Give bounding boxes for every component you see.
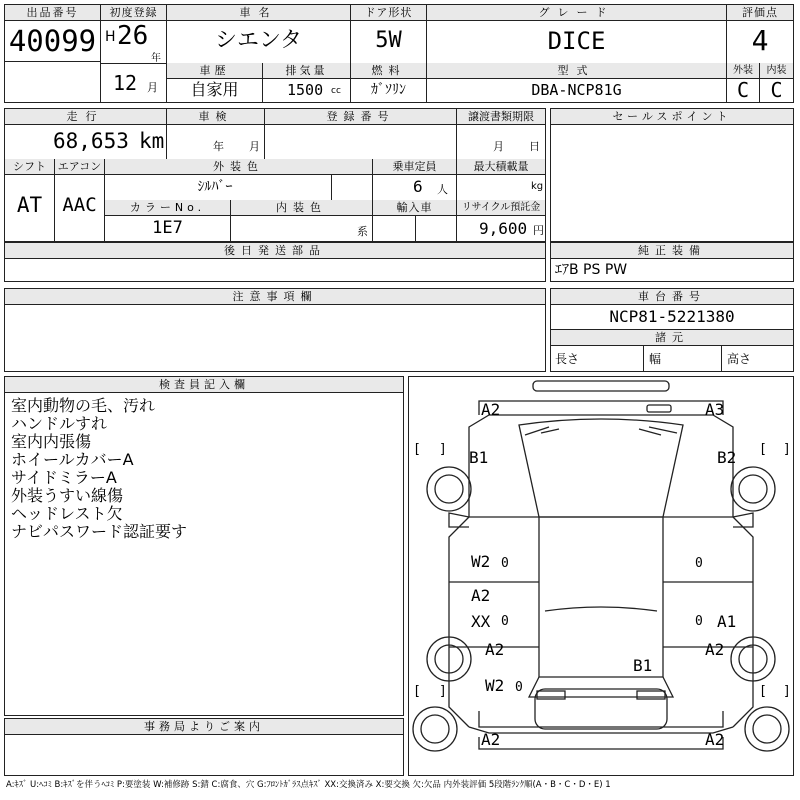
genuine-value: ｴｱB PS PW — [555, 262, 628, 278]
mark-quarter-right: A2 — [705, 640, 725, 659]
max-load-label: 最大積載量 — [457, 159, 545, 175]
mileage-value: 68,653 — [53, 129, 129, 153]
interior-cell — [760, 63, 793, 102]
first-reg-year: 26 — [117, 21, 149, 51]
office-label: 事務局よりご案内 — [5, 719, 403, 735]
inspector-note: ヘッドレスト欠 — [11, 504, 123, 523]
exterior-cell — [727, 63, 760, 102]
capacity-label: 乗車定員 — [373, 159, 456, 175]
genuine-box — [550, 242, 794, 282]
shift-cell — [5, 159, 55, 241]
header-block — [4, 4, 794, 103]
year-unit: 年 — [151, 53, 161, 64]
interior-label: 内装 — [760, 63, 793, 79]
mileage-label: 走行 — [5, 109, 166, 125]
genuine-label: 純正装備 — [551, 243, 793, 259]
recycle-value: 9,600 — [479, 219, 528, 238]
recycle-unit: 円 — [533, 224, 544, 237]
mileage-unit: km — [139, 129, 165, 153]
shift-value: AT — [16, 193, 43, 217]
ac-cell — [55, 159, 105, 241]
later-parts-box — [4, 242, 546, 282]
interior-value: C — [770, 78, 783, 102]
lot-cell — [5, 5, 101, 102]
first-reg-month: 12 — [113, 71, 138, 95]
length-label: 長さ — [555, 352, 580, 366]
inspection-year-unit: 年 — [213, 140, 224, 153]
ext-color-cell — [105, 159, 373, 200]
reg-no-label: 登録番号 — [265, 109, 456, 125]
import-label: 輸入車 — [373, 200, 456, 216]
displacement-unit: cc — [331, 86, 341, 96]
mark-fender-right: B2 — [717, 448, 737, 467]
fuel-value: ｶﾞｿﾘﾝ — [371, 82, 406, 98]
model-value: DBA-NCP81G — [531, 81, 622, 99]
car-name-label: 車名 — [167, 5, 350, 21]
fuel-label: 燃料 — [351, 63, 426, 79]
inspector-note: 外装うすい線傷 — [11, 486, 124, 505]
ac-label: エアコン — [55, 159, 104, 175]
bracket-right-r: ] — [783, 442, 791, 457]
car-name-cell — [167, 5, 351, 63]
bracket-right-br: ] — [783, 684, 791, 699]
notes-label: 注意事項欄 — [5, 289, 545, 305]
inspector-note: ホイールカバーA — [11, 450, 134, 469]
recycle-label: リサイクル預託金 — [457, 200, 545, 216]
capacity-unit: 人 — [437, 183, 448, 196]
mark-fender-left: B1 — [469, 448, 489, 467]
int-color-cell — [231, 200, 373, 241]
grade-label: グレード — [427, 5, 726, 21]
car-name: シエンタ — [214, 28, 303, 53]
bracket-right-b: ] — [439, 684, 447, 699]
inspector-note: 室内動物の毛、汚れ — [11, 396, 156, 415]
mark-door-rr-extra: 0 — [695, 614, 703, 629]
chassis-label: 車台番号 — [551, 289, 793, 305]
vehicle-details-block — [4, 108, 546, 242]
height-label: 高さ — [727, 352, 752, 366]
grade-cell — [427, 5, 727, 63]
inspector-box — [4, 376, 404, 716]
displacement-value: 1500 — [287, 81, 324, 99]
displacement-cell — [263, 63, 351, 102]
history-cell — [167, 63, 263, 102]
door-cell — [351, 5, 427, 63]
bracket-right: ] — [439, 442, 447, 457]
first-reg-cell — [101, 5, 167, 102]
bracket-left-b: [ — [413, 684, 421, 699]
chassis-box — [550, 288, 794, 372]
inspector-note: ナビパスワード認証要す — [11, 522, 188, 541]
import-cell — [373, 200, 457, 241]
mileage-cell — [5, 109, 167, 159]
transfer-label: 譲渡書類期限 — [457, 109, 545, 125]
inspector-note: サイドミラーA — [11, 468, 117, 487]
mark-door-lr-1: A2 — [471, 586, 491, 605]
mark-rear-bumper-right: A2 — [705, 730, 725, 749]
ac-value: AAC — [62, 194, 97, 216]
car-diagram — [408, 376, 794, 776]
fuel-cell — [351, 63, 427, 102]
history-label: 車歴 — [167, 63, 262, 79]
max-load-cell — [457, 159, 545, 200]
score-label: 評価点 — [727, 5, 793, 21]
recycle-cell — [457, 200, 545, 241]
capacity-value: 6 — [413, 177, 423, 196]
displacement-label: 排気量 — [263, 63, 350, 79]
legend: A:ｷｽﾞ U:ﾍｺﾐ B:ｷｽﾞを伴うﾍｺﾐ P:要塗装 W:補修跡 S:錆 C:腐食、穴 G:ﾌﾛﾝﾄｶﾞﾗｽ点ｷｽﾞ XX:交換済み X:要交換 欠:欠品 内外装評価 5段階ﾗﾝｸ順(A・B・C・D・E) 1 — [6, 780, 611, 790]
mark-rear-left-lower: W2 — [485, 676, 505, 695]
model-label: 型式 — [427, 63, 726, 79]
bracket-left-br: [ — [759, 684, 767, 699]
month-unit: 月 — [147, 81, 158, 94]
sales-point-box — [550, 108, 794, 242]
grade-value: DICE — [547, 27, 606, 55]
capacity-cell — [373, 159, 457, 200]
car-diagram-svg — [409, 377, 793, 775]
color-no-value: 1E7 — [152, 218, 183, 238]
mark-door-rr: A1 — [717, 612, 737, 631]
ext-color-label: 外装色 — [105, 159, 372, 175]
bracket-left-r: [ — [759, 442, 767, 457]
mark-rear-left-lower-extra: 0 — [515, 680, 523, 695]
inspector-label: 検査員記入欄 — [5, 377, 403, 393]
mark-door-rf-extra: 0 — [695, 556, 703, 571]
lot-number: 40099 — [8, 24, 97, 58]
office-box — [4, 718, 404, 776]
int-color-label: 内装色 — [231, 200, 372, 216]
transfer-day-unit: 日 — [529, 140, 540, 153]
specs-label: 諸元 — [551, 330, 793, 346]
notes-box — [4, 288, 546, 372]
mark-door-lr-2: XX — [471, 612, 491, 631]
transfer-month-unit: 月 — [493, 140, 504, 153]
color-no-label: カラーNo. — [105, 200, 230, 216]
color-no-cell — [105, 200, 231, 241]
shift-label: シフト — [5, 159, 54, 175]
score-cell — [727, 5, 793, 63]
inspection-cell — [167, 109, 265, 159]
history-value: 自家用 — [190, 80, 239, 99]
int-color-unit: 系 — [357, 225, 368, 238]
era: H — [105, 29, 116, 45]
transfer-cell — [457, 109, 545, 159]
sales-point-label: セールスポイント — [551, 109, 793, 125]
score-value: 4 — [751, 24, 769, 57]
inspector-note: 室内内張傷 — [11, 432, 92, 451]
mark-door-lf: W2 — [471, 552, 491, 571]
mark-front-right: A3 — [705, 400, 725, 419]
door-value: 5W — [375, 28, 402, 53]
mark-quarter-left: A2 — [485, 640, 505, 659]
chassis-value: NCP81-5221380 — [551, 305, 793, 330]
inspection-month-unit: 月 — [249, 140, 260, 153]
reg-no-cell — [265, 109, 457, 159]
max-load-unit: kg — [531, 181, 544, 192]
first-reg-label: 初度登録 — [101, 5, 166, 21]
mark-door-lr-extra: 0 — [501, 614, 509, 629]
mark-door-lf-extra: 0 — [501, 556, 509, 571]
width-label: 幅 — [649, 352, 662, 366]
mark-roof-rear: B1 — [633, 656, 653, 675]
exterior-label: 外装 — [727, 63, 759, 79]
model-cell — [427, 63, 727, 102]
mark-rear-bumper-left: A2 — [481, 730, 501, 749]
door-label: ドア形状 — [351, 5, 426, 21]
inspector-note: ハンドルすれ — [11, 414, 108, 433]
inspection-label: 車検 — [167, 109, 264, 125]
bracket-left: [ — [413, 442, 421, 457]
lot-label: 出品番号 — [5, 5, 100, 21]
ext-color-value: ｼﾙﾊﾞｰ — [197, 179, 233, 195]
mark-front-left: A2 — [481, 400, 501, 419]
exterior-value: C — [736, 78, 750, 102]
later-parts-label: 後日発送部品 — [5, 243, 545, 259]
